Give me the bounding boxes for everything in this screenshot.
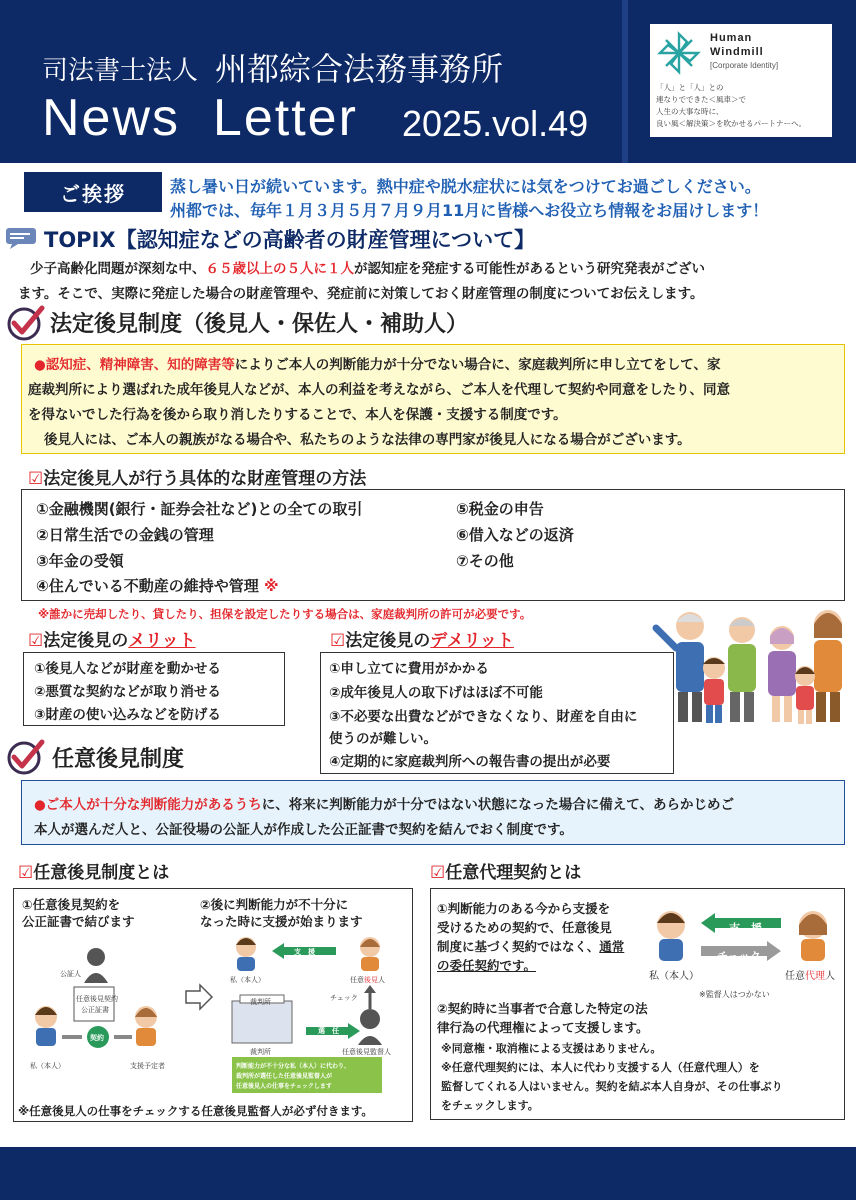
checkbox-icon: ☑ bbox=[430, 863, 446, 883]
supervisor-note: ※任意後見人の仕事をチェックする任意後見監督人が必ず付きます。 bbox=[18, 1104, 373, 1118]
desc-line: を得ないでした行為を後から取り消したりすることで、本人を保護・支援する制度です。 bbox=[28, 407, 567, 423]
method-item: ⑥借入などの返済 bbox=[456, 526, 574, 544]
intro-text: 少子高齢化問題が深刻な中、 bbox=[30, 261, 206, 277]
agency-check-label: チェック bbox=[717, 950, 761, 963]
supervisor-label: 任意後見監督人 bbox=[342, 1048, 391, 1056]
greeting-label: ご挨拶 bbox=[24, 172, 162, 212]
contract-label: 契約 bbox=[90, 1034, 104, 1042]
step-arrow bbox=[186, 985, 212, 1009]
merit-title-text: 法定後見の bbox=[43, 631, 129, 651]
agency-agent-label bbox=[785, 967, 835, 982]
topix-intro-line1 bbox=[30, 257, 705, 277]
notary-label: 公証人 bbox=[60, 970, 81, 978]
no-supervisor-note: ※監督人はつかない bbox=[699, 990, 770, 999]
demerit-item: ③不必要な出費などができなくなり、財産を自由に bbox=[329, 709, 638, 725]
methods-list-box bbox=[21, 489, 845, 601]
agency-note: をチェックします。 bbox=[441, 1099, 539, 1112]
desc-line bbox=[34, 353, 721, 373]
notary-figure bbox=[87, 948, 105, 966]
method-item: ⑦その他 bbox=[456, 552, 514, 570]
desc-line: 後見人には、ご本人の親族がなる場合や、私たちのような法律の専門家が後見人になる場合がございます。 bbox=[44, 432, 691, 448]
guardian-label-text: 人 bbox=[378, 976, 385, 984]
newsletter-volume: 2025.vol.49 bbox=[402, 103, 589, 144]
demerit-item: ④定期的に家庭裁判所への報告書の提出が必要 bbox=[329, 754, 611, 770]
step2-line: なった時に支援が始まります bbox=[200, 914, 363, 929]
logo-box bbox=[650, 24, 832, 137]
agency-note: ※任意代理契約には、本人に代わり支援する人（任意代理人）を bbox=[441, 1061, 760, 1074]
methods-title-text: 法定後見人が行う具体的な財産管理の方法 bbox=[43, 469, 367, 489]
agency-line: ②契約時に当事者で合意した特定の法 bbox=[437, 1001, 648, 1016]
method-mark: ※ bbox=[263, 577, 279, 595]
speech-bubble-icon bbox=[4, 226, 40, 250]
check-label: チェック bbox=[330, 994, 358, 1002]
voluntary-description-box bbox=[21, 780, 845, 845]
select-arrow-label: 選 任 bbox=[318, 1027, 339, 1035]
me2-label: 私（本人） bbox=[230, 976, 265, 984]
newsletter-title: News Letter bbox=[42, 89, 358, 147]
agent-label-text: 任意 bbox=[785, 971, 805, 982]
agency-support-label: 支 援 bbox=[729, 922, 762, 935]
greeting-line2: 州都では、毎年１月３月５月７月９月11月に皆様へお役立ち情報をお届けします！ bbox=[170, 201, 769, 220]
step2-line: ②後に判断能力が不十分に bbox=[200, 897, 349, 912]
logo-copy-line: 「人」と「人」との bbox=[656, 83, 724, 92]
court-sign-label: 裁判所 bbox=[250, 998, 271, 1006]
checkbox-icon: ☑ bbox=[28, 631, 44, 651]
org-name: 州都綜合法務事務所 bbox=[215, 50, 504, 88]
green-note-line: 裁判所が選任した任意後見監督人が bbox=[236, 1073, 333, 1080]
planned-supporter-label: 支援予定者 bbox=[130, 1062, 165, 1070]
checkbox-icon: ☑ bbox=[330, 631, 346, 651]
merit-item: ③財産の使い込みなどを防げる bbox=[34, 707, 221, 723]
guardian-label bbox=[350, 975, 385, 985]
topix-title: TOPIX【認知症などの高齢者の財産管理について】 bbox=[44, 228, 536, 252]
agency-underline: 通常 bbox=[599, 939, 625, 954]
agency-line: 受けるための契約で、任意後見 bbox=[437, 920, 612, 935]
family-illustration bbox=[650, 598, 850, 728]
logo-brand-line1: Human bbox=[710, 32, 753, 44]
demerit-item: ②成年後見人の取下げはほぼ不可能 bbox=[329, 685, 543, 701]
demerit-item: ①申し立てに費用がかかる bbox=[329, 661, 489, 677]
method-item: ⑤税金の申告 bbox=[456, 500, 544, 518]
voluntary-guardian-diagram-box bbox=[13, 888, 413, 1122]
header-divider bbox=[622, 0, 628, 163]
voluntary-agency-subtitle bbox=[430, 858, 581, 883]
demerit-box bbox=[320, 652, 674, 774]
agency-me-label: 私（本人） bbox=[649, 971, 699, 982]
deed-document bbox=[74, 987, 114, 1021]
logo-brand-line2: Windmill bbox=[710, 46, 764, 58]
merit-title-highlight: メリット bbox=[128, 631, 196, 651]
agency-line: 律行為の代理権によって支援します。 bbox=[437, 1020, 649, 1035]
merit-title bbox=[28, 626, 196, 651]
agency-text: 制度に基づく契約ではなく、 bbox=[437, 939, 600, 954]
greeting-line1: 蒸し暑い日が続いています。熱中症や脱水症状には気をつけてお過ごしください。 bbox=[170, 177, 761, 196]
court-building bbox=[232, 1001, 292, 1043]
agency-note: 監督してくれる人はいません。契約を結ぶ本人自身が、その仕事ぶり bbox=[441, 1080, 783, 1093]
subtitle-text: 任意後見制度とは bbox=[33, 863, 170, 883]
check-mark-icon bbox=[4, 304, 46, 342]
topix-intro-line2: ます。そこで、実際に発症した場合の財産管理や、発症前に対策しておく財産管理の制度についてお伝えします。 bbox=[18, 286, 704, 302]
demerit-title-text: 法定後見の bbox=[345, 631, 431, 651]
agency-line: の委任契約です。 bbox=[437, 958, 537, 973]
demerit-title bbox=[330, 626, 514, 651]
header-banner bbox=[0, 0, 856, 163]
org-prefix: 司法書士法人 bbox=[42, 56, 199, 86]
merit-box bbox=[23, 652, 285, 726]
intro-highlight: ６５歳以上の５人に１人 bbox=[205, 261, 354, 277]
check-mark-icon bbox=[4, 738, 46, 776]
intro-text: が認知症を発症する可能性があるという研究発表がござい bbox=[354, 261, 705, 277]
logo-brand-line3: [Corporate Identity] bbox=[710, 61, 779, 70]
me-label: 私（本人） bbox=[30, 1062, 65, 1070]
methods-title bbox=[28, 464, 366, 489]
voluntary-agency-box bbox=[430, 888, 845, 1120]
method-item: ②日常生活での金銭の管理 bbox=[36, 526, 214, 544]
subtitle-text: 任意代理契約とは bbox=[445, 863, 582, 883]
method-item: ①金融機関(銀行・証券会社など)との全ての取引 bbox=[36, 500, 363, 518]
green-note-line: 任意後見人の仕事をチェックします bbox=[236, 1083, 332, 1090]
windmill-logo-icon bbox=[656, 30, 702, 76]
desc-highlight: ●ご本人が十分な判断能力があるうち bbox=[34, 797, 262, 813]
voluntary-guardian-subtitle bbox=[18, 858, 169, 883]
method-text: ④住んでいる不動産の維持や管理 bbox=[36, 577, 259, 595]
demerit-item: 使うのが難しい。 bbox=[329, 731, 437, 747]
court-permission-note: ※誰かに売却したり、貸したり、担保を設定したりする場合は、家庭裁判所の許可が必要です。 bbox=[38, 607, 532, 621]
logo-copy-line: 良い風＜解決策＞を吹かせるパートナーへ。 bbox=[656, 119, 806, 128]
method-item: ③年金の受領 bbox=[36, 552, 124, 570]
legal-guardian-title: 法定後見制度（後見人・保佐人・補助人） bbox=[50, 312, 469, 337]
logo-copy-line: 連なりでできた＜風車＞で bbox=[656, 95, 746, 104]
legal-guardian-description-box bbox=[21, 344, 845, 454]
step1-line: ①任意後見契約を bbox=[22, 897, 121, 912]
desc-text: に、将来に判断能力が十分ではない状態になった場合に備えて、あらかじめご bbox=[261, 797, 735, 813]
guardian-flow-diagram bbox=[14, 929, 414, 1104]
logo-copy bbox=[656, 82, 832, 130]
agency-note: ※同意権・取消権による支援はありません。 bbox=[441, 1042, 662, 1055]
checkbox-icon: ☑ bbox=[28, 469, 44, 489]
merit-item: ②悪質な契約などが取り消せる bbox=[34, 684, 221, 700]
checkbox-icon: ☑ bbox=[18, 863, 34, 883]
deed-label: 任意後見契約 bbox=[76, 995, 118, 1003]
court-label: 裁判所 bbox=[250, 1048, 271, 1056]
deed-label: 公正証書 bbox=[81, 1006, 109, 1014]
agency-line: ①判断能力のある今から支援を bbox=[437, 901, 611, 916]
voluntary-guardian-title: 任意後見制度 bbox=[52, 747, 185, 772]
demerit-title-highlight: デメリット bbox=[430, 631, 514, 651]
guardian-label-text: 任意 bbox=[350, 976, 364, 984]
agent-label-text: 人 bbox=[825, 971, 835, 982]
logo-copy-line: 人生の大事な時に、 bbox=[656, 107, 724, 116]
step1-line: 公正証書で結びます bbox=[22, 914, 135, 929]
footer-bar bbox=[0, 1147, 856, 1200]
agency-line bbox=[437, 937, 624, 955]
desc-line: 本人が選んだ人と、公証役場の公証人が作成した公正証書で契約を結んでおく制度です。 bbox=[34, 822, 573, 838]
green-note-line: 判断能力が不十分な私（本人）に代わり、 bbox=[236, 1063, 351, 1070]
support-arrow-label: 支 援 bbox=[294, 948, 315, 956]
desc-line: 庭裁判所により選ばれた成年後見人などが、本人の利益を考えながら、ご本人を代理して契約や同意をしたり、同意 bbox=[28, 382, 730, 398]
method-item bbox=[36, 575, 279, 596]
desc-highlight: ●認知症、精神障害、知的障害等 bbox=[34, 357, 235, 373]
desc-text: によりご本人の判断能力が十分でない場合に、家庭裁判所に申し立てをして、家 bbox=[234, 357, 721, 373]
agent-label-highlight: 代理 bbox=[805, 971, 825, 982]
guardian-label-highlight: 後見 bbox=[364, 976, 378, 984]
merit-item: ①後見人などが財産を動かせる bbox=[34, 661, 221, 677]
desc-line bbox=[34, 793, 734, 813]
